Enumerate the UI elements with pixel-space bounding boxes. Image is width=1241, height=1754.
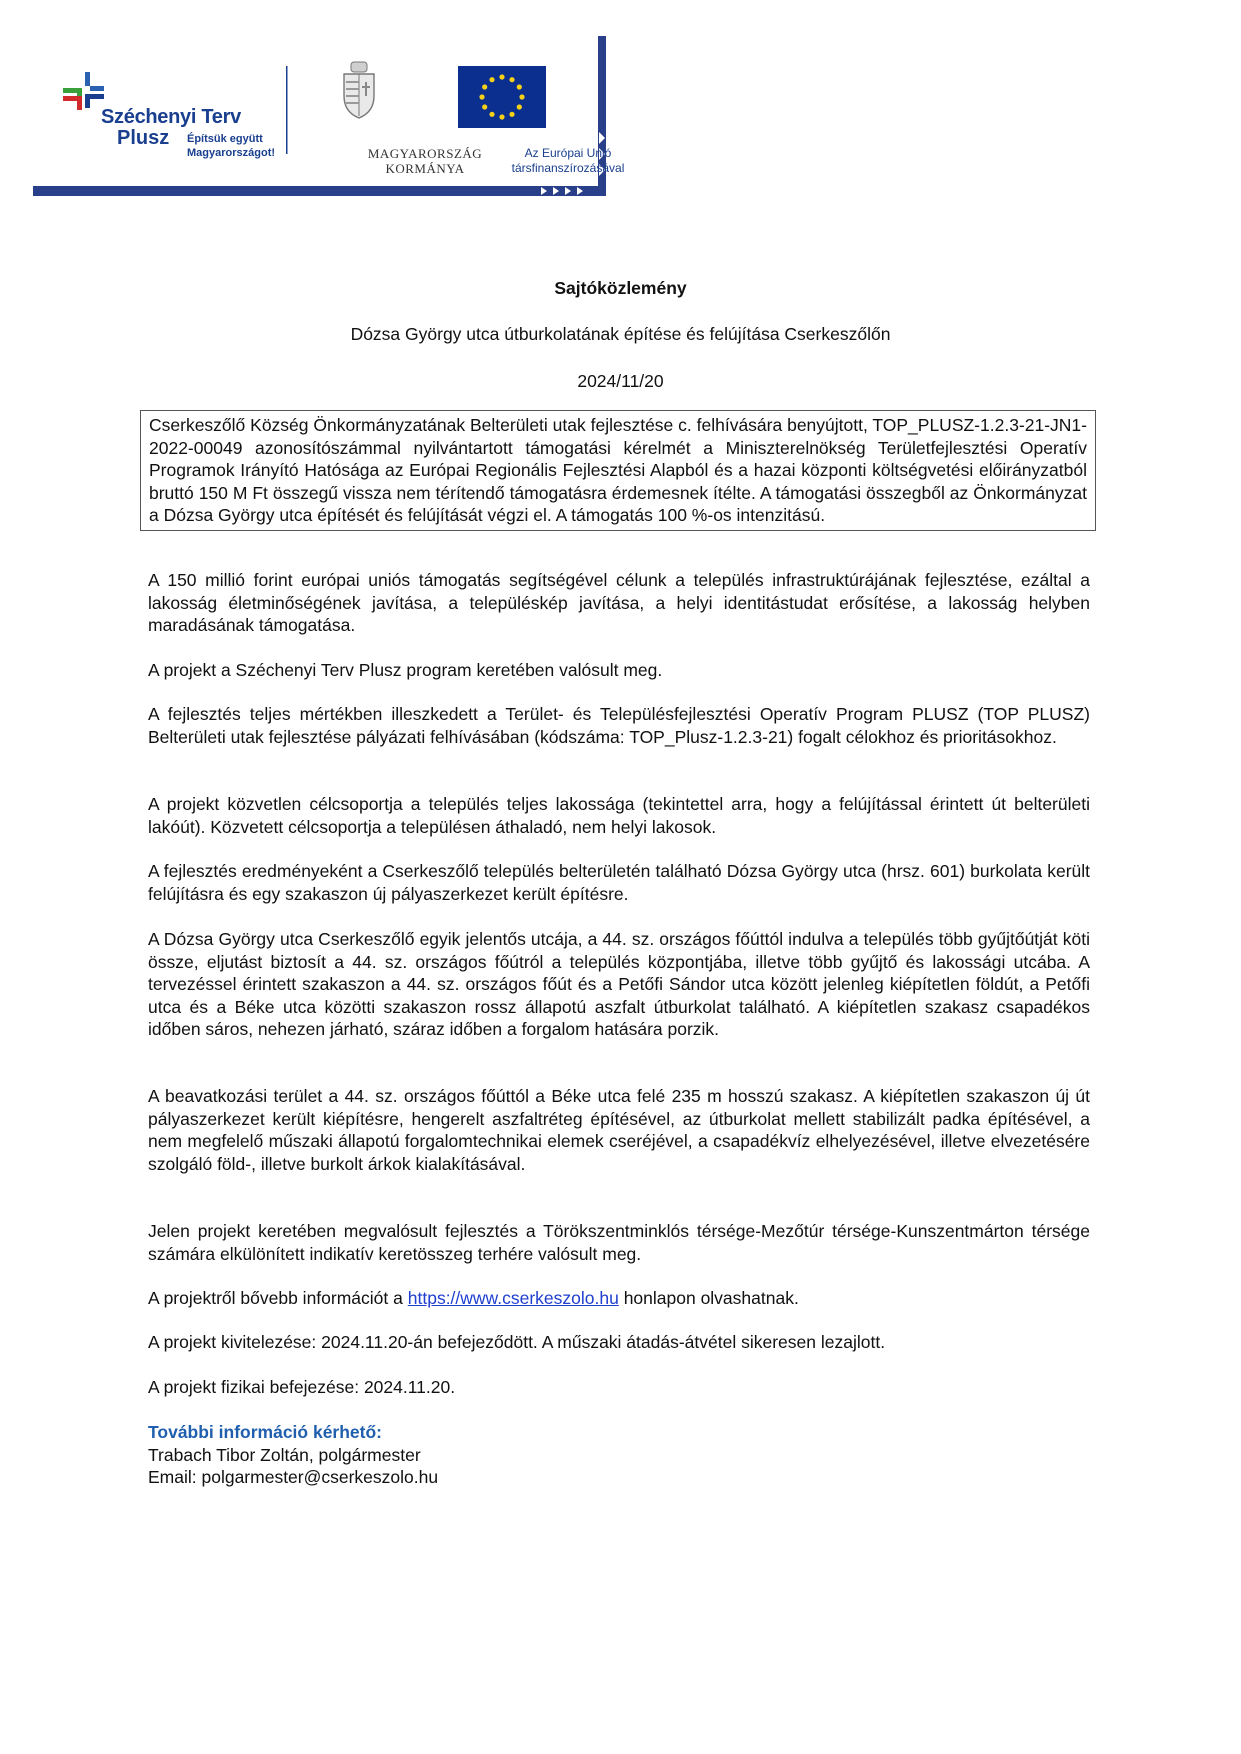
- execution-paragraph: A projekt kivitelezése: 2024.11.20-án befejeződött. A műszaki átadás-átvétel sikeresen lezajlott.: [148, 1332, 886, 1352]
- header-bar: [33, 186, 606, 196]
- info-suffix: honlapon olvashatnak.: [623, 1288, 799, 1308]
- paragraph-1: A 150 millió forint európai uniós támogatás segítségével célunk a település infrastruktúrájának fejlesztése, ezáltal a lakosság életminőségének javítása, a településkép javítása, a helyi identitástudat erősítése, a lakosság helyben maradásának támogatása.: [148, 570, 1090, 636]
- eu-star-icon: [479, 94, 484, 99]
- eu-star-icon: [499, 74, 504, 79]
- eu-logo-text: [493, 146, 643, 176]
- szechenyi-plusz-label: Plusz: [117, 127, 170, 149]
- eu-star-icon: [482, 84, 487, 89]
- document-subtitle: Dózsa György utca útburkolatának építése és felújítása Cserkeszőlőn: [350, 324, 891, 344]
- info-prefix: A projektről bővebb információt a: [148, 1288, 403, 1308]
- contact-block: [148, 1421, 1090, 1489]
- szechenyi-terv-name: Széchenyi Terv: [101, 106, 241, 128]
- eu-line2: társfinanszírozásával: [511, 161, 625, 175]
- paragraph-4: A projekt közvetlen célcsoportja a település teljes lakossága (tekintettel arra, hogy a felújítással érintett út belterületi lakóút). Közvetett célcsoportja a településen áthaladó, nem helyi lakosok.: [148, 794, 1090, 837]
- szechenyi-cross-icon: [63, 72, 104, 110]
- summary-box: [140, 410, 1096, 531]
- eu-star-icon: [499, 114, 504, 119]
- contact-name: Trabach Tibor Zoltán, polgármester: [148, 1444, 421, 1465]
- logo-header: [33, 36, 683, 226]
- contact-heading: További információ kérhető:: [148, 1422, 383, 1442]
- eu-star-icon: [482, 104, 487, 109]
- paragraph-8: Jelen projekt keretében megvalósult fejlesztés a Törökszentminklós térsége-Mezőtúr térsége-Kunszentmárton térsége számára elkülönített indikatív keretösszeg terhére valósult meg.: [148, 1221, 1090, 1264]
- eu-star-icon: [519, 94, 524, 99]
- website-link[interactable]: https://www.cserkeszolo.hu: [407, 1288, 619, 1308]
- summary-paragraph: Cserkeszőlő Község Önkormányzatának Belterületi utak fejlesztése c. felhívására benyújtott, TOP_PLUSZ-1.2.3-21-JN1-2022-00049 azonosítószámmal nyilvántartott támogatási kérelmét a Miniszterelnökség Területfejlesztési Operatív Programok Irányító Hatósága az Európai Regionális Fejlesztési Alapból és a hazai központi költségvetési előirányzatból bruttó 150 M Ft összegű vissza nem térítendő támogatásra érdemesnek ítélte. A támogatási összegből az Önkormányzat a Dózsa György utca építését és felújítását végzi el. A támogatás 100 %-os intenzitású.: [149, 415, 1087, 526]
- government-logo-text: [345, 146, 505, 176]
- paragraph-6: A Dózsa György utca Cserkeszőlő egyik jelentős utcája, a 44. sz. országos főúttól indulva a település több gyűjtőútját köti össze, eljutást biztosít a 44. sz. országos főútról a település központjába, illetve több gyűjtő és lakossági utcába. A tervezéssel érintett szakaszon a 44. sz. országos főút és a Petőfi Sándor utca között jelenleg kiépítetlen földút, a Petőfi utca és a Béke utca közötti szakaszon rossz állapotú aszfalt útburkolat található. A kiépítetlen szakasz csapadékos időben sáros, nehezen járható, száraz időben a forgalom hatására porzik.: [148, 929, 1090, 1040]
- coat-of-arms-icon: [344, 62, 374, 118]
- eu-star-icon: [489, 112, 494, 117]
- paragraph-3: A fejlesztés teljes mértékben illeszkedett a Terület- és Településfejlesztési Operatív Program PLUSZ (TOP PLUSZ) Belterületi utak fejlesztése pályázati felhívásában (kódszáma: TOP_Plusz-1.2.3-21) fogalt célokhoz és prioritásokhoz.: [148, 704, 1090, 747]
- document-title: Sajtóközlemény: [554, 278, 687, 298]
- eu-star-icon: [517, 104, 522, 109]
- eu-star-icon: [517, 84, 522, 89]
- paragraph-5: A fejlesztés eredményeként a Cserkeszőlő település belterületén található Dózsa György utca (hrsz. 601) burkolata került felújításra és egy szakaszon új pályaszerkezet került építésre.: [148, 861, 1090, 904]
- physical-completion-paragraph: A projekt fizikai befejezése: 2024.11.20.: [148, 1377, 456, 1397]
- eu-star-icon: [509, 77, 514, 82]
- eu-flag-icon: [458, 66, 546, 128]
- eu-star-icon: [509, 112, 514, 117]
- paragraph-7: A beavatkozási terület a 44. sz. országos főúttól a Béke utca felé 235 m hosszú szakasz. A kiépítetlen szakaszon új út pályaszerkezet került kiépítésre, hengerelt aszfaltréteg építésével, az útburkolat mellett stabilizált padka építésével, a nem megfelelő műszaki állapotú forgalomtechnikai elemek cseréjével, a csapadékvíz elhelyezésével, illetve elvezetésére szolgáló föld-, illetve burkolt árkok kialakításával.: [148, 1086, 1090, 1174]
- document-date: 2024/11/20: [577, 371, 664, 391]
- info-paragraph: [148, 1287, 1090, 1310]
- eu-star-icon: [489, 77, 494, 82]
- government-line1: MAGYARORSZÁG: [367, 146, 483, 161]
- government-line2: KORMÁNYA: [385, 161, 465, 176]
- paragraph-2: A projekt a Széchenyi Terv Plusz program keretében valósult meg.: [148, 660, 663, 680]
- szechenyi-slogan: Építsük együtt Magyarországot!: [187, 133, 276, 159]
- contact-email: Email: polgarmester@cserkeszolo.hu: [148, 1467, 439, 1488]
- eu-line1: Az Európai Unió: [524, 146, 612, 160]
